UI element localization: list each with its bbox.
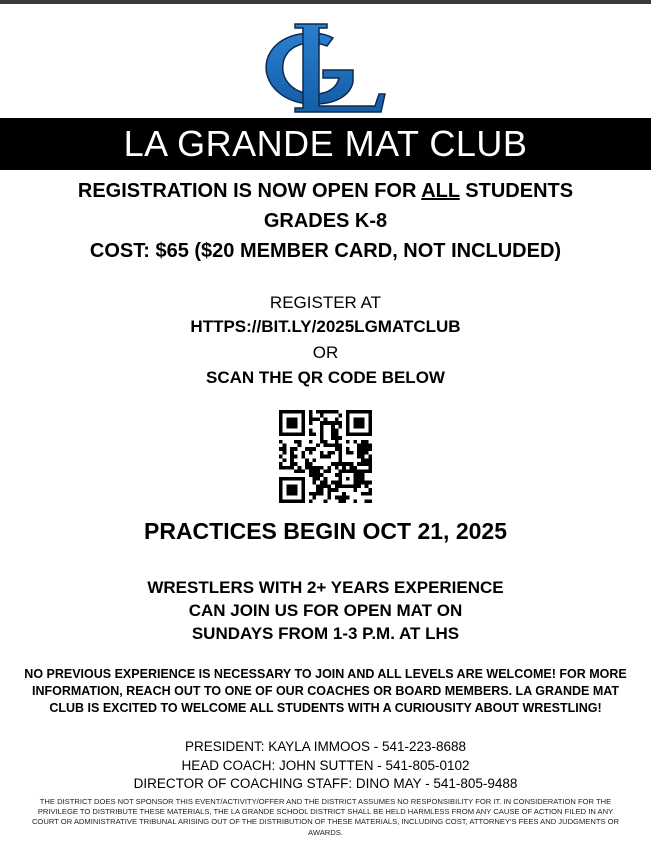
registration-all-underlined: ALL [421, 180, 460, 202]
registration-block [0, 176, 651, 266]
open-mat-line-1: WRESTLERS WITH 2+ YEARS EXPERIENCE [147, 578, 504, 597]
contact-president: PRESIDENT: KAYLA IMMOOS - 541-223-8688 [184, 739, 467, 754]
grades-line: GRADES K-8 [263, 210, 388, 232]
lg-logo-icon [255, 20, 395, 115]
register-at-label: REGISTER AT [269, 293, 382, 312]
open-mat-block [0, 576, 651, 645]
club-title: LA GRANDE MAT CLUB [123, 123, 528, 164]
contacts-list [0, 738, 651, 794]
practices-begin-heading: PRACTICES BEGIN OCT 21, 2025 [144, 518, 507, 544]
registration-line-1 [0, 176, 651, 206]
open-mat-line-2: CAN JOIN US FOR OPEN MAT ON [188, 601, 463, 620]
registration-line-1-post: STUDENTS [459, 180, 574, 202]
contact-director-coaching: DIRECTOR OF COACHING STAFF: DINO MAY - 541-805-9488 [133, 776, 518, 791]
registration-url-link[interactable]: HTTPS://BIT.LY/2025LGMATCLUB [190, 317, 461, 336]
registration-line-1-pre: REGISTRATION IS NOW OPEN FOR [77, 180, 422, 202]
or-label: OR [312, 343, 339, 362]
info-paragraph: NO PREVIOUS EXPERIENCE IS NECESSARY TO JOIN AND ALL LEVELS ARE WELCOME! FOR MORE INFORMATION, REACH OUT TO ONE OF OUR COACHES OR BOARD MEMBERS. LA GRANDE MAT CLUB IS EXCITED TO WELCOME ALL STUDENTS WITH A CURIOUSITY ABOUT WRESTLING! [24, 667, 627, 715]
open-mat-line-3: SUNDAYS FROM 1-3 P.M. AT LHS [191, 624, 460, 643]
club-title-banner [0, 118, 651, 170]
district-disclaimer: THE DISTRICT DOES NOT SPONSOR THIS EVENT/ACTIVITY/OFFER AND THE DISTRICT ASSUMES NO RESPONSIBILITY FOR IT. IN CONSIDERATION FOR THE PRIVILEGE TO DISTRIBUTE THESE MATERIALS, THE LA GRANDE SCHOOL DISTRICT SHALL BE HELD HARMLESS FROM ANY CAUSE OF ACTION FILED IN ANY COURT OR ADMINISTRATIVE TRIBUNAL ARISING OUT OF THE DISTRIBUTION OF THESE MATERIALS, INCLUDING COST, ATTORNEY'S FEES AND JUDGMENTS OR AWARDS. [31, 797, 620, 837]
qr-code-icon[interactable] [279, 410, 372, 503]
top-border-line [0, 0, 651, 4]
contact-head-coach: HEAD COACH: JOHN SUTTEN - 541-805-0102 [181, 757, 470, 773]
scan-qr-label: SCAN THE QR CODE BELOW [206, 368, 445, 387]
cost-line: COST: $65 ($20 MEMBER CARD, NOT INCLUDED) [89, 240, 562, 262]
